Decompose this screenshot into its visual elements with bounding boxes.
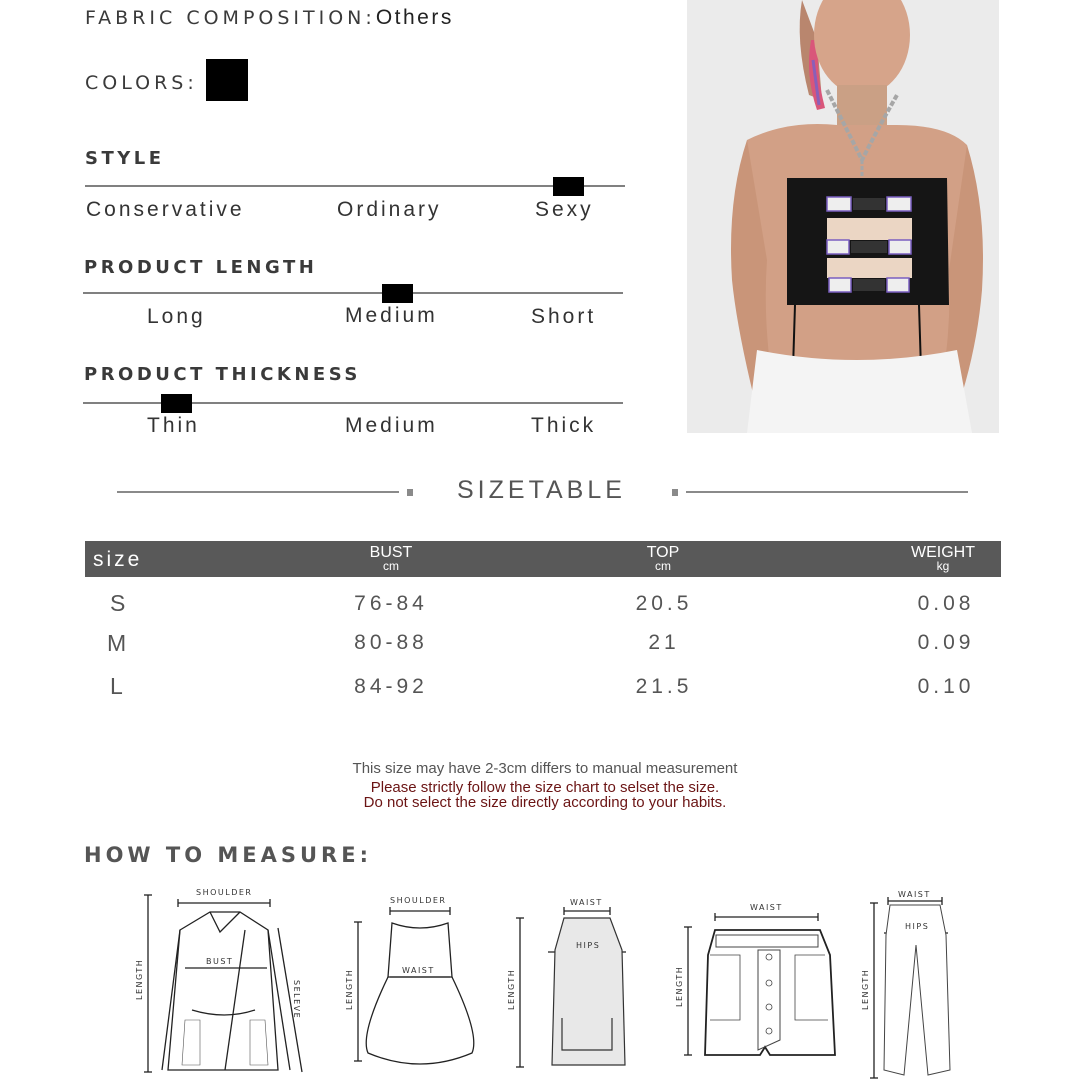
svg-text:SHOULDER: SHOULDER (196, 888, 253, 897)
skirt-diagram (500, 890, 660, 1080)
jacket-diagram (130, 880, 320, 1080)
cell-bust: 76-84 (354, 592, 428, 615)
cell-size: S (110, 590, 126, 616)
thickness-option-thin: Thin (147, 414, 200, 437)
sizetable-divider-right (686, 491, 968, 493)
table-row (0, 673, 1088, 703)
product-length-slider-marker (382, 284, 413, 303)
length-option-medium: Medium (345, 304, 438, 327)
style-slider-track (85, 185, 625, 187)
cell-weight: 0.10 (917, 675, 975, 698)
fabric-composition-value: Others (375, 6, 454, 29)
sizetable-divider-dot-left (407, 489, 413, 496)
header-weight (893, 545, 993, 572)
svg-text:SHOULDER: SHOULDER (390, 896, 447, 905)
thickness-option-thick: Thick (531, 414, 597, 437)
colors-label: COLORS: (85, 72, 198, 94)
svg-text:LENGTH: LENGTH (507, 968, 516, 1010)
svg-text:WAIST: WAIST (750, 903, 783, 912)
size-habit-warning: Do not select the size directly according to your habits. (363, 794, 727, 811)
cell-top: 21 (648, 631, 680, 654)
sizetable-title: SIZETABLE (457, 476, 626, 504)
header-top-label: TOP (646, 544, 680, 561)
header-top (623, 545, 703, 572)
header-top-unit: cm (655, 559, 671, 573)
header-weight-label: WEIGHT (911, 544, 975, 561)
svg-text:WAIST: WAIST (898, 890, 931, 899)
cell-size: M (107, 630, 127, 656)
svg-text:LENGTH: LENGTH (861, 968, 870, 1010)
fabric-composition (85, 6, 454, 30)
svg-text:LENGTH: LENGTH (135, 958, 144, 1000)
svg-text:WAIST: WAIST (402, 966, 435, 975)
cell-top: 21.5 (635, 675, 693, 698)
dress-diagram (340, 885, 490, 1075)
product-thickness-title: PRODUCT THICKNESS (84, 364, 361, 385)
sizetable-divider-left (117, 491, 399, 493)
sizetable-divider-dot-right (672, 489, 678, 496)
cell-weight: 0.08 (917, 592, 975, 615)
size-chart-instruction: Please strictly follow the size chart to selset the size. (370, 779, 720, 796)
header-bust-unit: cm (383, 559, 399, 573)
size-table-header (85, 541, 1001, 577)
style-title: STYLE (85, 148, 165, 169)
style-slider-marker (553, 177, 584, 196)
style-option-ordinary: Ordinary (337, 198, 442, 221)
svg-text:HIPS: HIPS (576, 941, 601, 950)
style-option-sexy: Sexy (535, 198, 594, 221)
product-thickness-slider-marker (161, 394, 192, 413)
style-option-conservative: Conservative (86, 198, 245, 221)
product-photo (687, 0, 999, 433)
table-row (0, 630, 1088, 660)
model-illustration (687, 0, 999, 433)
svg-text:LENGTH: LENGTH (675, 965, 684, 1007)
svg-text:SELEVE: SELEVE (292, 980, 301, 1020)
svg-text:HIPS: HIPS (905, 922, 930, 931)
header-bust-label: BUST (369, 544, 413, 561)
header-size: size (93, 548, 143, 571)
measurement-disclaimer: This size may have 2-3cm differs to manual measurement (352, 760, 738, 777)
cell-bust: 80-88 (354, 631, 428, 654)
cell-size: L (110, 673, 123, 699)
svg-text:LENGTH: LENGTH (345, 968, 354, 1010)
cell-bust: 84-92 (354, 675, 428, 698)
table-row (0, 590, 1088, 620)
svg-text:BUST: BUST (206, 957, 234, 966)
cell-weight: 0.09 (917, 631, 975, 654)
svg-text:WAIST: WAIST (570, 898, 603, 907)
cell-top: 20.5 (635, 592, 693, 615)
product-length-title: PRODUCT LENGTH (84, 257, 318, 278)
how-to-measure-title: HOW TO MEASURE: (84, 843, 372, 867)
length-option-short: Short (531, 305, 597, 328)
shorts-diagram (670, 895, 850, 1070)
header-weight-unit: kg (936, 559, 950, 573)
product-length-slider-track (83, 292, 623, 294)
fabric-composition-label: FABRIC COMPOSITION: (85, 7, 376, 29)
color-swatch-black[interactable] (206, 59, 248, 101)
header-bust (351, 545, 431, 572)
thickness-option-medium: Medium (345, 414, 438, 437)
length-option-long: Long (147, 305, 206, 328)
pants-diagram (850, 885, 960, 1085)
